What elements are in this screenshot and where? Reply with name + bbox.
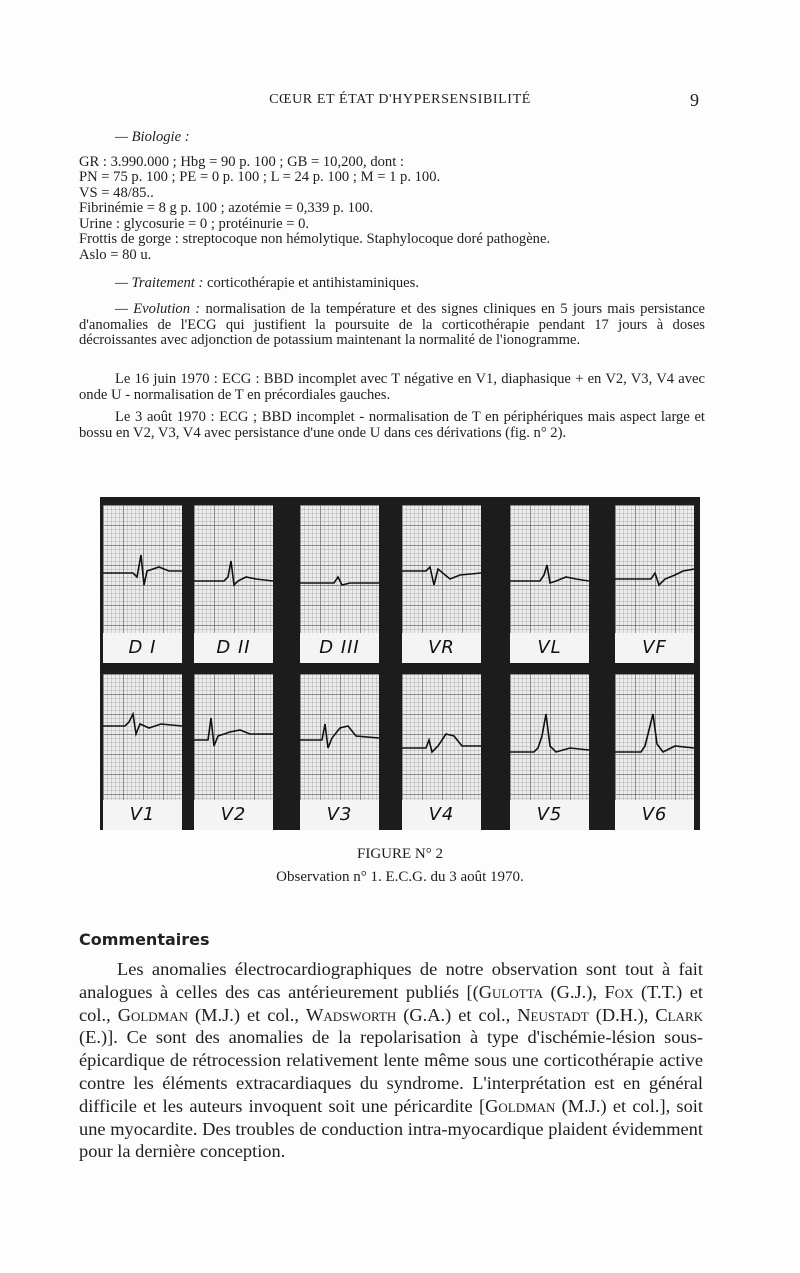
text-run: (G.J.), [543, 981, 605, 1002]
text-run: (D.H.), [588, 1004, 656, 1025]
lead-label-vf: VF [615, 633, 694, 663]
lead-label-d1: D I [103, 633, 182, 663]
author-name: Clark [655, 1004, 703, 1025]
lead-label-v1: V1 [103, 800, 182, 830]
lead-label-d2: D II [194, 633, 273, 663]
author-name: Wadsworth [305, 1004, 397, 1025]
ecg-trace-v6 [615, 674, 694, 802]
traitement-label: — Traitement : [115, 275, 204, 291]
ecg-trace-v1 [103, 674, 182, 802]
author-name: Goldman [485, 1095, 556, 1116]
evolution-block [79, 302, 705, 349]
biologie-line: Aslo = 80 u. [79, 246, 152, 263]
biologie-line: Urine : glycosurie = 0 ; protéinurie = 0. [79, 215, 310, 232]
text-run: Les anomalies électrocardiographiques de notre observation sont tout à fait analogues à celles des cas antérieurement publiés [( [79, 959, 703, 1002]
ecg-trace-v3 [300, 674, 379, 802]
commentaires-paragraph [79, 958, 703, 1163]
ecg-trace-vl [510, 505, 589, 633]
biologie-line: GR : 3.990.000 ; Hbg = 90 p. 100 ; GB = 10,200, dont : [79, 153, 404, 170]
ecg-figure [100, 497, 700, 830]
ecg-trace-vf [615, 505, 694, 633]
author-name: Gulotta [478, 981, 543, 1002]
ecg-trace-d1 [103, 505, 182, 633]
biologie-line: VS = 48/85.. [79, 184, 154, 201]
biologie-line: Fibrinémie = 8 g p. 100 ; azotémie = 0,339 p. 100. [79, 200, 374, 216]
section-title: Commentaires [79, 930, 210, 949]
biologie-line: PN = 75 p. 100 ; PE = 0 p. 100 ; L = 24 p. 100 ; M = 1 p. 100. [79, 169, 441, 185]
evolution-label: — Evolution : [115, 301, 201, 317]
ecg-trace-v4 [402, 674, 481, 802]
ecg-trace-d3 [300, 505, 379, 633]
lead-label-vl: VL [510, 633, 589, 663]
ecg-trace-d2 [194, 505, 273, 633]
ecg-note-august: Le 3 août 1970 : ECG ; BBD incomplet - normalisation de T en périphériques mais aspect large et bossu en V2, V3, V4 avec persistance d'une onde U dans ces dérivations (fig. n° 2). [79, 409, 705, 441]
text-run: (T.T.) et col., [79, 981, 703, 1025]
evolution-text: normalisation de la température et des signes cliniques en 5 jours mais persistance d'anomalies de l'ECG qui justifient la poursuite de la corticothérapie pendant 17 jours à doses décroissantes avec adjonction de potassium maintenant la normalité de l'ionogramme. [79, 301, 705, 348]
lead-label-d3: D III [300, 633, 379, 663]
text-run: (G.A.) et col., [396, 1004, 518, 1025]
lead-label-v2: V2 [194, 800, 273, 830]
page-number: 9 [690, 90, 699, 110]
ecg-trace-v2 [194, 674, 273, 802]
ecg-trace-v5 [510, 674, 589, 802]
biologie-heading: — Biologie : [115, 129, 190, 145]
figure-title: FIGURE N° 2 [356, 846, 443, 862]
text-run: (M.J.) et col.], soit une myocardite. Des troubles de conduction intra-myocardique plaident évidemment pour la dernière conception. [79, 1095, 703, 1162]
traitement-text: corticothérapie et antihistaminiques. [207, 275, 419, 291]
author-name: Goldman [117, 1004, 189, 1025]
author-name: Neustadt [517, 1004, 589, 1025]
figure-caption: Observation n° 1. E.C.G. du 3 août 1970. [276, 869, 524, 885]
lead-label-v3: V3 [300, 800, 379, 830]
ecg-note-june: Le 16 juin 1970 : ECG : BBD incomplet avec T négative en V1, diaphasique + en V2, V3, V4 avec onde U - normalisation de T en précordiales gauches. [79, 371, 705, 403]
biologie-line: Frottis de gorge : streptocoque non hémolytique. Staphylocoque doré pathogène. [79, 231, 551, 247]
ecg-trace-vr [402, 505, 481, 633]
traitement-block [79, 276, 705, 292]
text-run: (E.)]. Ce sont des anomalies de la repolarisation à type d'ischémie-lésion sous-épicardique de rétrocession relativement lente même sous une corticothérapie active contre les éléments extracardiaques du syndrome. L'interprétation est en général difficile et les auteurs invoquent soit une péricardite [ [79, 1027, 703, 1116]
biologie-block [79, 130, 705, 263]
author-name: Fox [604, 981, 634, 1002]
lead-label-v5: V5 [510, 800, 589, 830]
text-run: (M.J.) et col., [188, 1004, 306, 1025]
running-title: CŒUR ET ÉTAT D'HYPERSENSIBILITÉ [269, 92, 531, 107]
lead-label-v6: V6 [615, 800, 694, 830]
lead-label-vr: VR [402, 633, 481, 663]
lead-label-v4: V4 [402, 800, 481, 830]
